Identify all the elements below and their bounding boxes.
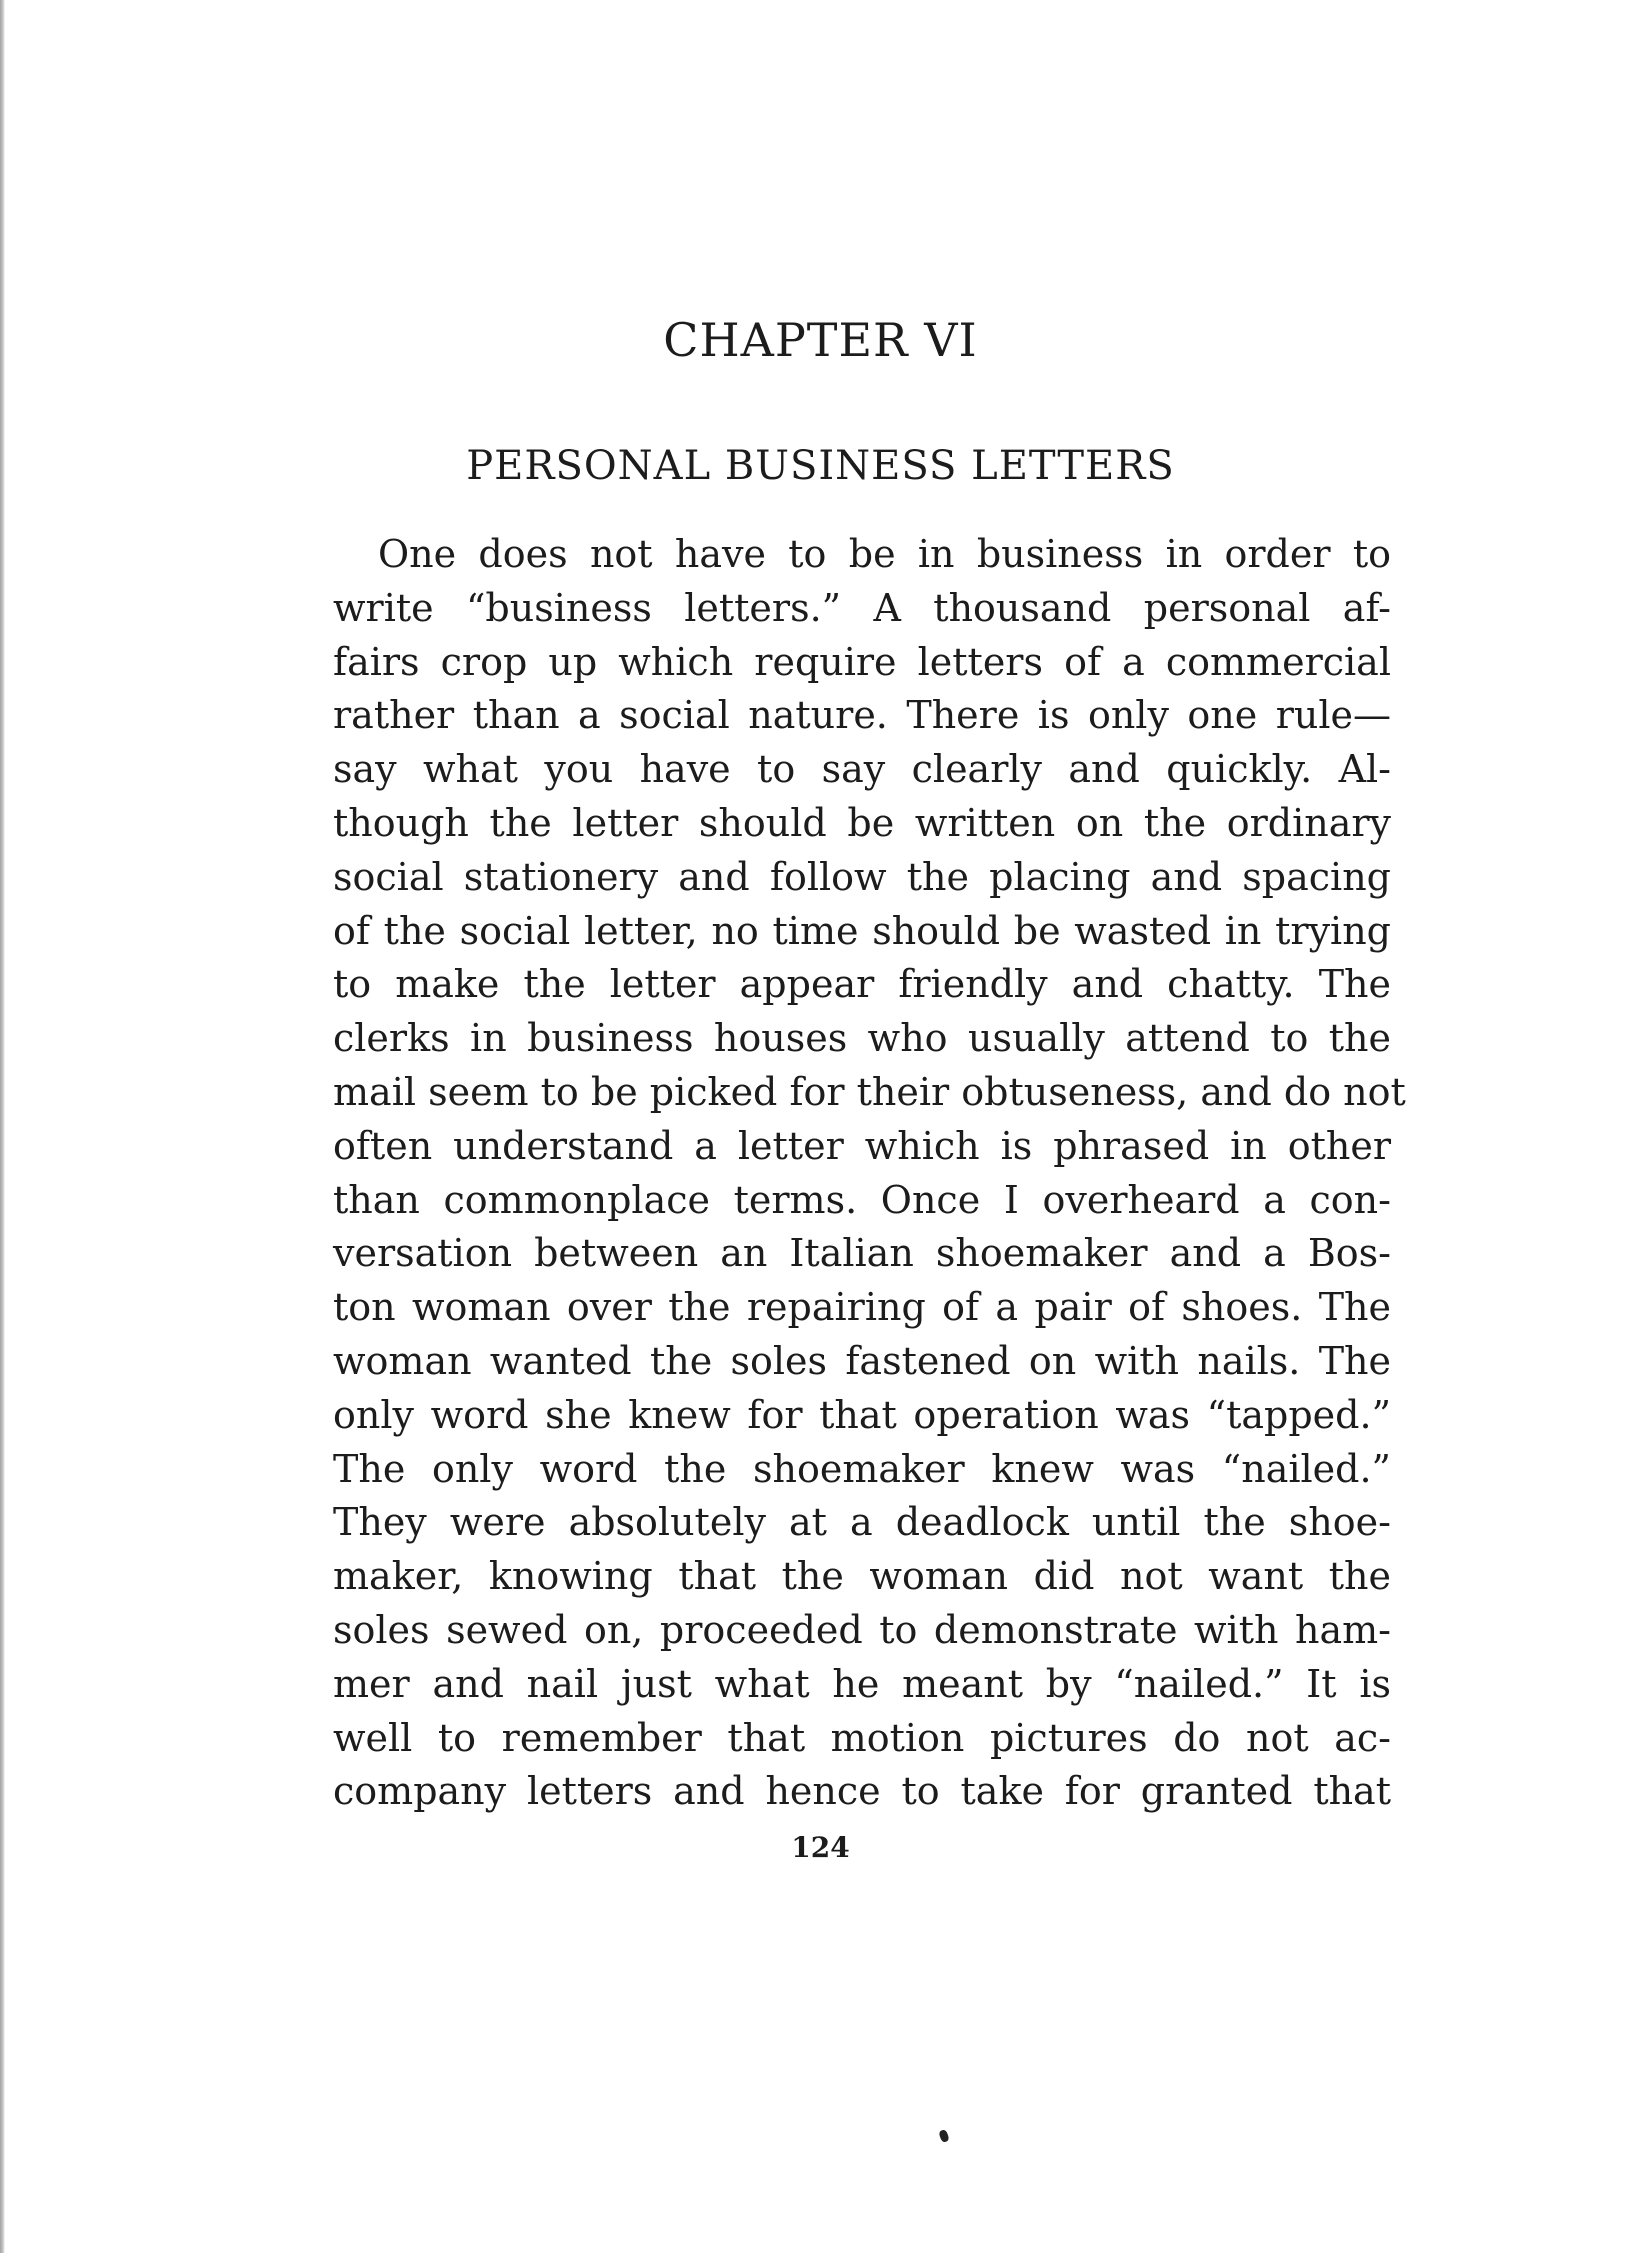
- text-line: to make the letter appear friendly and chatty. The: [333, 962, 1391, 1007]
- text-line: soles sewed on, proceeded to demonstrate with ham-: [333, 1607, 1391, 1652]
- text-line: than commonplace terms. Once I overheard a con-: [333, 1177, 1391, 1222]
- text-line: versation between an Italian shoemaker and a Bos-: [333, 1231, 1391, 1276]
- text-line: write “business letters.” A thousand personal af-: [333, 585, 1391, 630]
- text-line: mail seem to be picked for their obtuseness, and do not: [333, 1069, 1406, 1114]
- page-number: 124: [791, 1831, 850, 1864]
- text-line: company letters and hence to take for granted that: [333, 1769, 1391, 1814]
- body-paragraph: [333, 528, 1406, 1819]
- text-line: though the letter should be written on the ordinary: [333, 800, 1391, 845]
- text-line: One does not have to be in business in order to: [378, 532, 1391, 576]
- text-line: maker, knowing that the woman did not want the: [333, 1554, 1391, 1599]
- text-line: fairs crop up which require letters of a commercial: [333, 639, 1391, 684]
- text-line: often understand a letter which is phrased in other: [333, 1123, 1391, 1168]
- chapter-number: CHAPTER VI: [663, 313, 978, 367]
- text-line: of the social letter, no time should be wasted in trying: [333, 908, 1391, 953]
- text-line: say what you have to say clearly and quickly. Al-: [333, 747, 1391, 792]
- text-line: They were absolutely at a deadlock until the shoe-: [333, 1500, 1391, 1545]
- ink-speck: [938, 2129, 950, 2143]
- chapter-title: PERSONAL BUSINESS LETTERS: [466, 443, 1175, 489]
- text-line: woman wanted the soles fastened on with nails. The: [333, 1338, 1391, 1383]
- text-line: ton woman over the repairing of a pair of shoes. The: [333, 1285, 1391, 1330]
- text-line: only word she knew for that operation was “tapped.”: [333, 1392, 1391, 1437]
- text-line: well to remember that motion pictures do not ac-: [333, 1715, 1391, 1760]
- text-line: rather than a social nature. There is only one rule—: [333, 693, 1391, 738]
- text-line: The only word the shoemaker knew was “nailed.”: [333, 1446, 1391, 1491]
- text-line: mer and nail just what he meant by “nailed.” It is: [333, 1661, 1391, 1706]
- text-line: social stationery and follow the placing and spacing: [333, 854, 1391, 899]
- text-line: clerks in business houses who usually attend to the: [333, 1016, 1391, 1061]
